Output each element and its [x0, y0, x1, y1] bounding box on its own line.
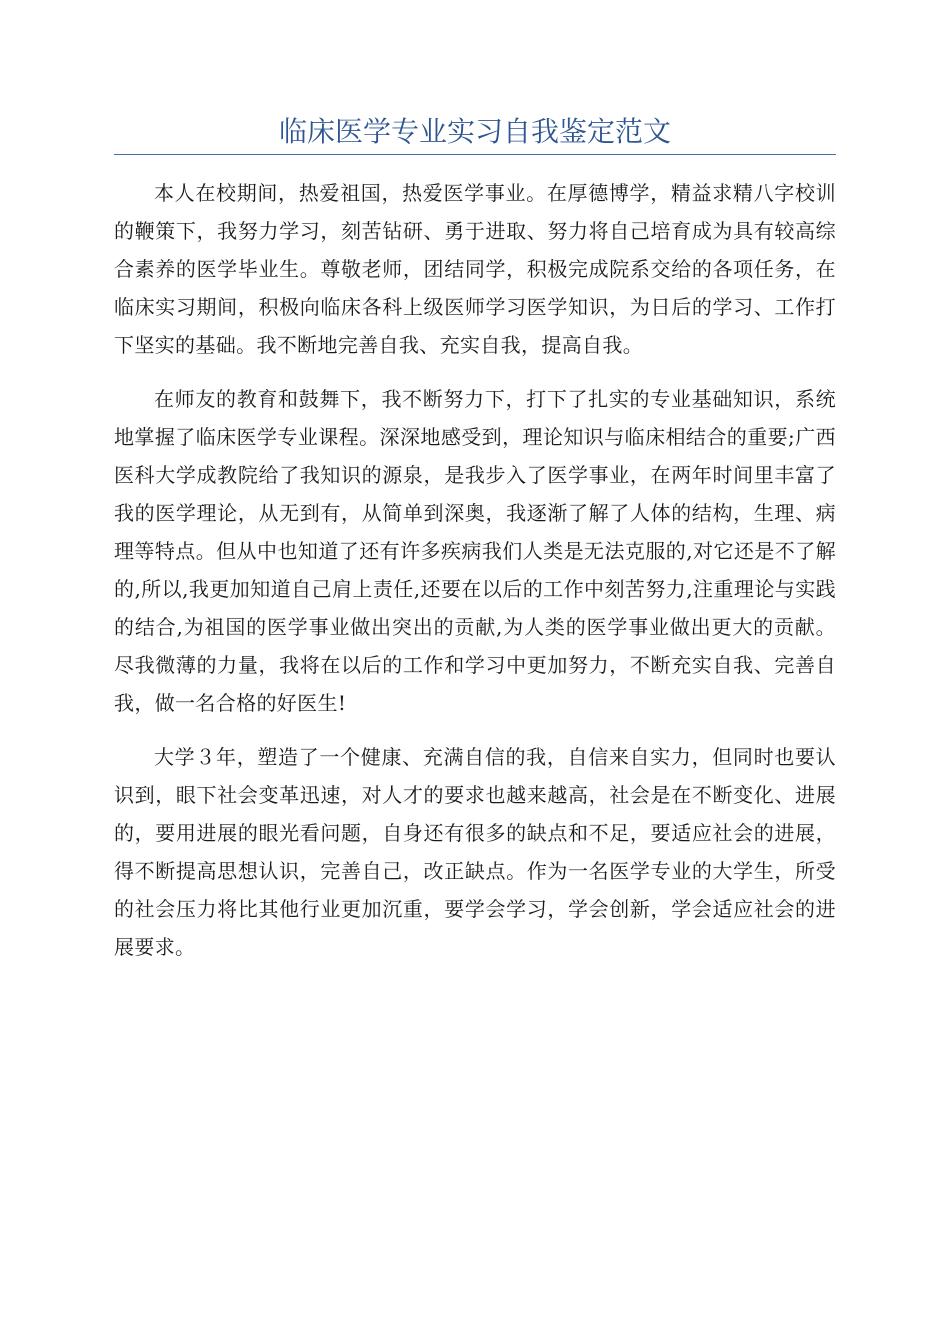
title-underline [114, 154, 836, 155]
document-body [114, 174, 836, 982]
paragraph-2: 在师友的教育和鼓舞下，我不断努力下，打下了扎实的专业基础知识，系统地掌握了临床医学专业课程。深深地感受到，理论知识与临床相结合的重要;广西医科大学成教院给了我知识的源泉，是我步入了医学事业，在两年时间里丰富了我的医学理论，从无到有，从简单到深奥，我逐渐了解了人体的结构，生理、病理等特点。但从中也知道了还有许多疾病我们人类是无法克服的,对它还是不了解的,所以,我更加知道自己肩上责任,还要在以后的工作中刻苦努力,注重理论与实践的结合,为祖国的医学事业做出突出的贡献,为人类的医学事业做出更大的贡献。尽我微薄的力量，我将在以后的工作和学习中更加努力，不断充实自我、完善自我，做一名合格的好医生! [114, 387, 836, 715]
paragraph-1: 本人在校期间，热爱祖国，热爱医学事业。在厚德博学，精益求精八字校训的鞭策下，我努力学习，刻苦钻研、勇于进取、努力将自己培育成为具有较高综合素养的医学毕业生。尊敬老师，团结同学，积极完成院系交给的各项任务，在临床实习期间，积极向临床各科上级医师学习医学知识，为日后的学习、工作打下坚实的基础。我不断地完善自我、充实自我，提高自我。 [114, 181, 836, 357]
document-title: 临床医学专业实习自我鉴定范文 [278, 115, 671, 148]
paragraph-3: 大学３年，塑造了一个健康、充满自信的我，自信来自实力，但同时也要认识到，眼下社会变革迅速，对人才的要求也越来越高，社会是在不断变化、进展的，要用进展的眼光看问题，自身还有很多的缺点和不足，要适应社会的进展，得不断提高思想认识，完善自己，改正缺点。作为一名医学专业的大学生，所受的社会压力将比其他行业更加沉重，要学会学习，学会创新，学会适应社会的进展要求。 [114, 745, 836, 959]
